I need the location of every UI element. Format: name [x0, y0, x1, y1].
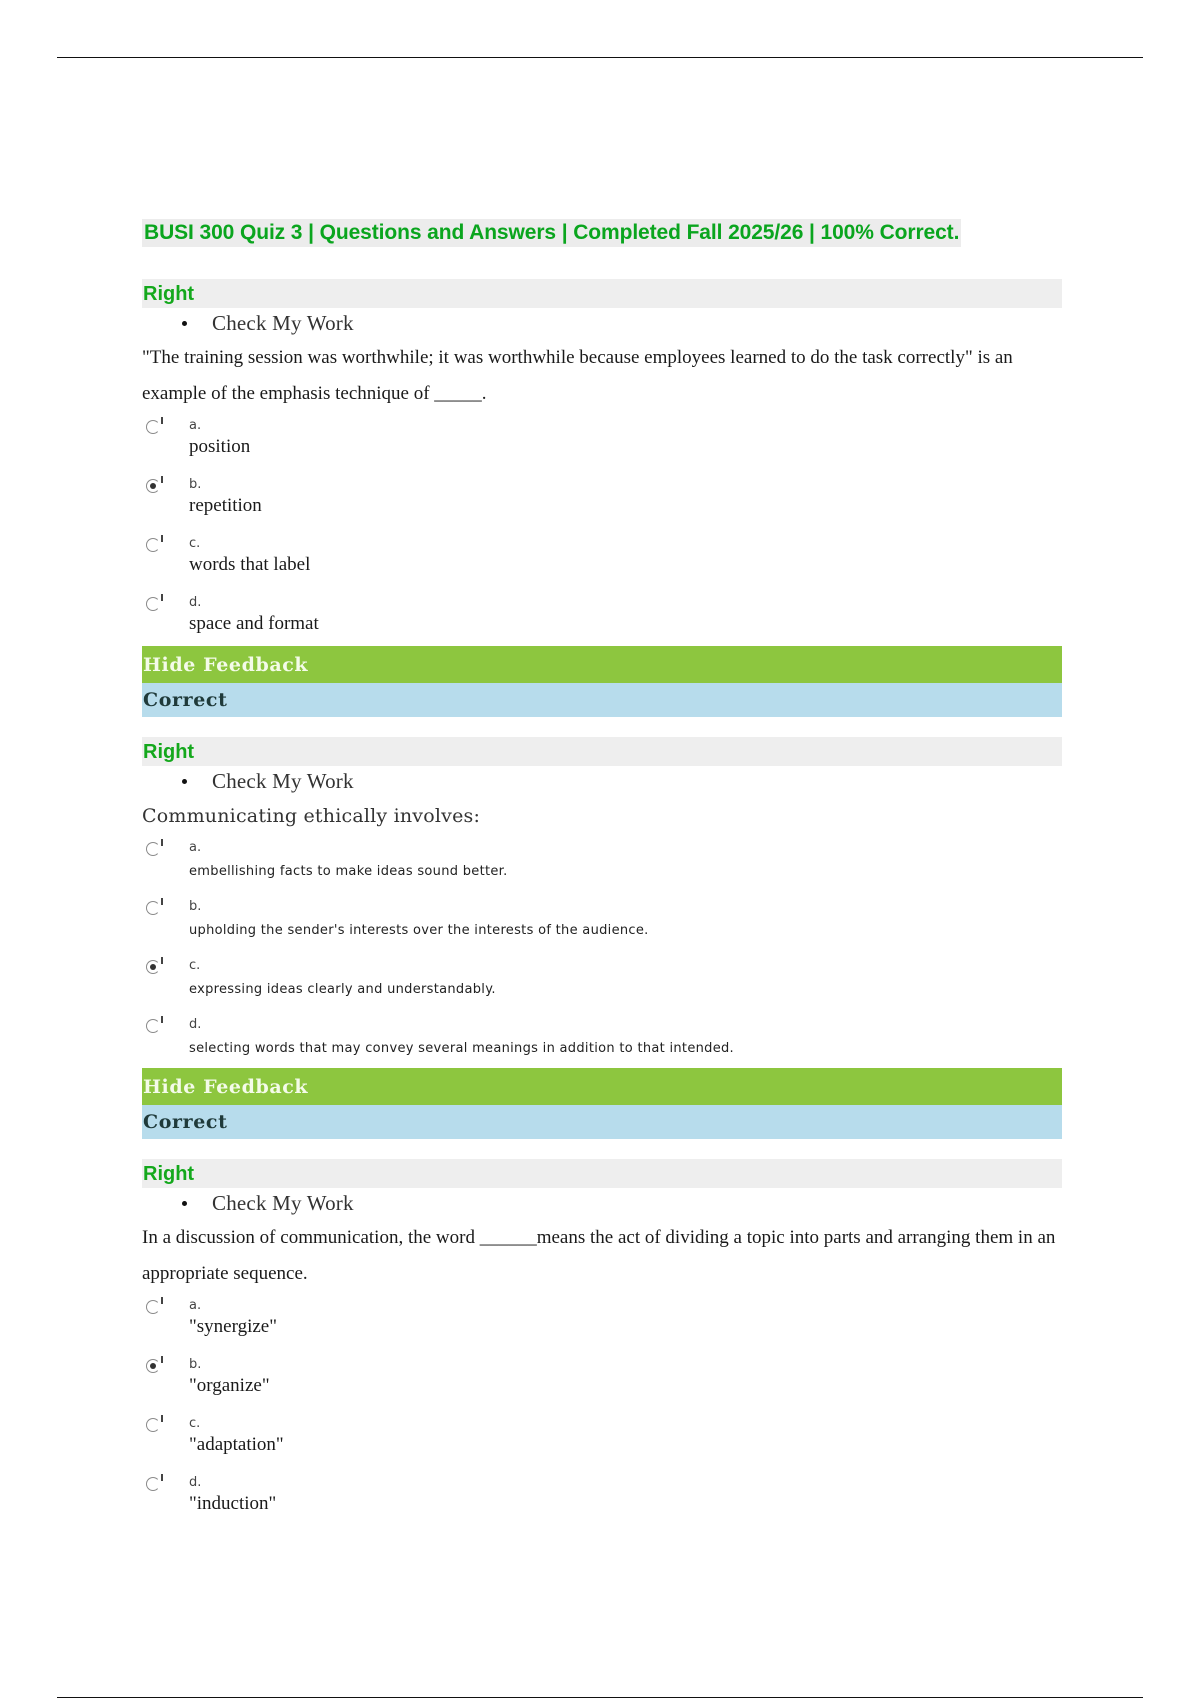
option-d[interactable] — [142, 589, 1062, 648]
radio-unselected-icon[interactable] — [146, 1300, 160, 1314]
radio-unselected-icon[interactable] — [146, 1477, 160, 1491]
option-b[interactable] — [142, 893, 1062, 952]
radio-unselected-icon[interactable] — [146, 597, 160, 611]
option-letter: d. — [189, 1475, 202, 1490]
document-title: BUSI 300 Quiz 3 | Questions and Answers | Completed Fall 2025/26 | 100% Correct. — [142, 219, 961, 247]
radio-tick-icon — [161, 1474, 163, 1481]
option-text: "organize" — [189, 1375, 270, 1396]
option-letter: a. — [189, 840, 202, 855]
result-status: Right — [142, 1159, 1062, 1188]
option-text: position — [189, 436, 251, 457]
check-my-work-row — [142, 766, 1062, 796]
radio-unselected-icon[interactable] — [146, 1019, 160, 1033]
radio-tick-icon — [161, 535, 163, 542]
radio-selected-icon[interactable] — [146, 960, 160, 974]
hide-feedback-button[interactable]: Hide Feedback — [142, 646, 1062, 683]
feedback-correct: Correct — [142, 683, 1062, 717]
check-my-work-link[interactable]: Check My Work — [212, 311, 354, 335]
radio-tick-icon — [161, 417, 163, 424]
option-letter: c. — [189, 1416, 201, 1431]
option-b[interactable] — [142, 471, 1062, 530]
option-letter: c. — [189, 536, 201, 551]
radio-tick-icon — [161, 1356, 163, 1363]
option-text: embellishing facts to make ideas sound better. — [189, 864, 508, 879]
option-text: "induction" — [189, 1493, 277, 1514]
result-status: Right — [142, 279, 1062, 308]
option-text: space and format — [189, 613, 319, 634]
radio-unselected-icon[interactable] — [146, 1418, 160, 1432]
radio-tick-icon — [161, 898, 163, 905]
option-letter: a. — [189, 418, 202, 433]
option-text: expressing ideas clearly and understandably. — [189, 982, 496, 997]
question-text: In a discussion of communication, the word ______means the act of dividing a topic into parts and arranging them in an appropriate sequence. — [142, 1227, 1056, 1284]
option-letter: b. — [189, 477, 202, 492]
radio-tick-icon — [161, 957, 163, 964]
option-letter: a. — [189, 1298, 202, 1313]
bullet-icon — [182, 1201, 187, 1206]
option-a[interactable] — [142, 1292, 1062, 1351]
option-text: selecting words that may convey several meanings in addition to that intended. — [189, 1041, 734, 1056]
hide-feedback-button[interactable]: Hide Feedback — [142, 1068, 1062, 1105]
result-status: Right — [142, 737, 1062, 766]
option-b[interactable] — [142, 1351, 1062, 1410]
radio-unselected-icon[interactable] — [146, 842, 160, 856]
radio-tick-icon — [161, 1016, 163, 1023]
radio-unselected-icon[interactable] — [146, 420, 160, 434]
option-text: "adaptation" — [189, 1434, 284, 1455]
option-text: "synergize" — [189, 1316, 277, 1337]
bullet-icon — [182, 321, 187, 326]
quiz-content — [142, 219, 1062, 1528]
question-text: Communicating ethically involves: — [142, 805, 481, 827]
radio-selected-icon[interactable] — [146, 479, 160, 493]
option-a[interactable] — [142, 834, 1062, 893]
radio-unselected-icon[interactable] — [146, 538, 160, 552]
question-text: "The training session was worthwhile; it was worthwhile because employees learned to do the task correctly" is an example of the emphasis technique of _____. — [142, 347, 1013, 404]
option-text: repetition — [189, 495, 262, 516]
option-d[interactable] — [142, 1469, 1062, 1528]
question-block-2 — [142, 737, 1062, 1139]
option-c[interactable] — [142, 530, 1062, 589]
check-my-work-row — [142, 1188, 1062, 1218]
option-letter: d. — [189, 595, 202, 610]
radio-unselected-icon[interactable] — [146, 901, 160, 915]
option-text: upholding the sender's interests over the interests of the audience. — [189, 923, 649, 938]
option-d[interactable] — [142, 1011, 1062, 1070]
radio-selected-icon[interactable] — [146, 1359, 160, 1373]
radio-tick-icon — [161, 476, 163, 483]
option-letter: c. — [189, 958, 201, 973]
check-my-work-link[interactable]: Check My Work — [212, 769, 354, 793]
radio-tick-icon — [161, 1297, 163, 1304]
feedback-correct: Correct — [142, 1105, 1062, 1139]
top-rule — [57, 57, 1143, 58]
radio-tick-icon — [161, 594, 163, 601]
option-text: words that label — [189, 554, 311, 575]
bottom-rule — [57, 1697, 1143, 1698]
question-block-1 — [142, 279, 1062, 717]
radio-tick-icon — [161, 839, 163, 846]
option-a[interactable] — [142, 412, 1062, 471]
radio-tick-icon — [161, 1415, 163, 1422]
option-letter: b. — [189, 899, 202, 914]
option-letter: b. — [189, 1357, 202, 1372]
option-c[interactable] — [142, 952, 1062, 1011]
option-letter: d. — [189, 1017, 202, 1032]
question-block-3 — [142, 1159, 1062, 1528]
check-my-work-link[interactable]: Check My Work — [212, 1191, 354, 1215]
bullet-icon — [182, 779, 187, 784]
option-c[interactable] — [142, 1410, 1062, 1469]
check-my-work-row — [142, 308, 1062, 338]
